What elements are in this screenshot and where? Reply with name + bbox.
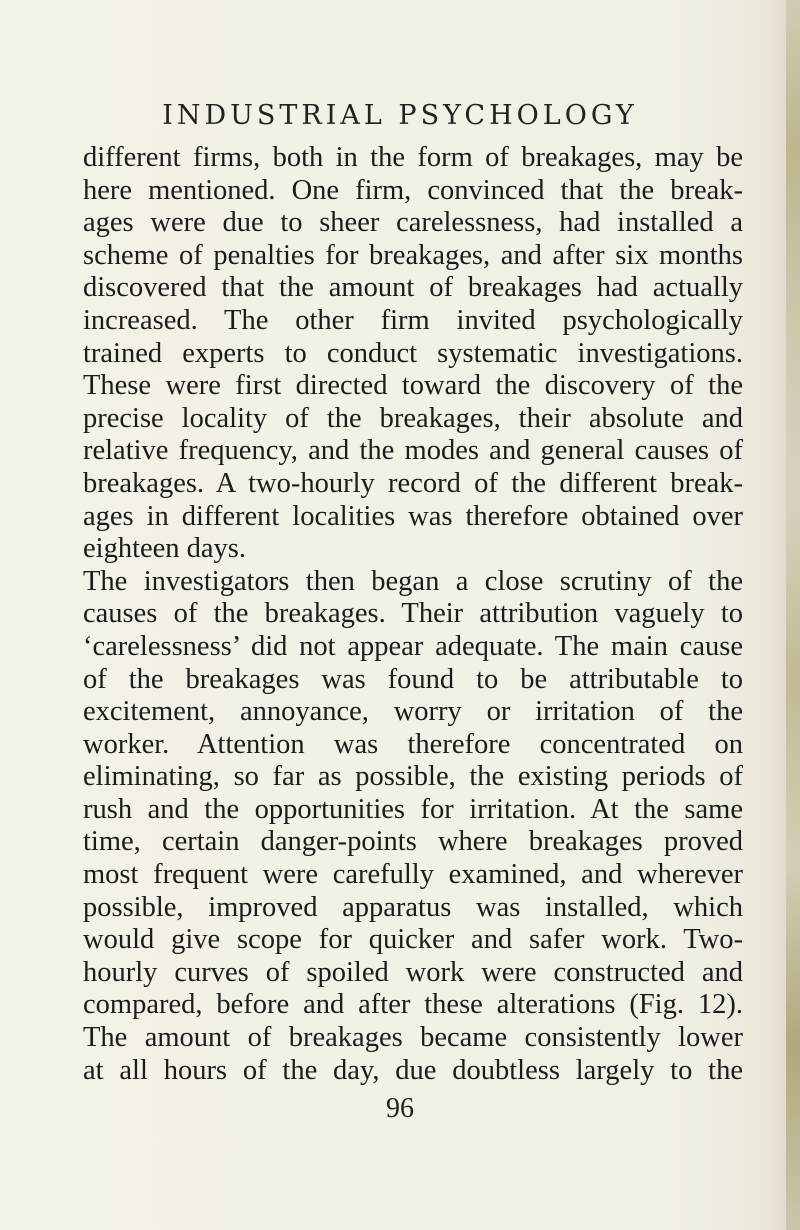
text-line: different firms, both in the form of breakages, may be (83, 142, 743, 173)
text-line: compared, before and after these alterations (Fig. 12). (83, 989, 743, 1021)
text-line: possible, improved apparatus was installed, which (83, 891, 743, 923)
text-line: time, certain danger-points where breakages proved (83, 826, 743, 858)
page-number: 96 (386, 1093, 414, 1124)
text-line: eliminating, so far as possible, the existing periods of (83, 761, 743, 793)
text-line: causes of the breakages. Their attribution vaguely to (83, 598, 743, 630)
text-line: discovered that the amount of breakages had actually (83, 272, 743, 304)
text-line: ages in different localities was therefore obtained over (83, 500, 743, 532)
text-line: breakages. A two-hourly record of the different break- (83, 467, 743, 499)
text-line: excitement, annoyance, worry or irritation of the (83, 696, 743, 728)
text-line: would give scope for quicker and safer work. Two- (83, 924, 743, 956)
text-line: rush and the opportunities for irritation. At the same (83, 793, 743, 825)
text-line: eighteen days. (83, 533, 247, 565)
text-line: at all hours of the day, due doubtless largely to the (83, 1054, 743, 1086)
text-line: These were first directed toward the discovery of the (83, 370, 743, 402)
text-line: relative frequency, and the modes and general causes of (83, 435, 743, 467)
text-line: hourly curves of spoiled work were constructed and (83, 956, 743, 988)
text-line: precise locality of the breakages, their absolute and (83, 402, 743, 434)
text-line: ‘carelessness’ did not appear adequate. The main cause (83, 630, 743, 662)
text-line: trained experts to conduct systematic investigations. (83, 337, 743, 369)
text-line: worker. Attention was therefore concentrated on (83, 728, 743, 760)
body-text (83, 142, 743, 1087)
text-line: scheme of penalties for breakages, and after six months (83, 239, 743, 271)
page-edge (786, 0, 800, 1230)
text-line: ages were due to sheer carelessness, had installed a (83, 207, 743, 239)
text-line: The investigators then began a close scrutiny of the (83, 565, 743, 597)
text-line: increased. The other firm invited psychologically (83, 304, 743, 336)
text-line: of the breakages was found to be attributable to (83, 663, 743, 695)
text-line: The amount of breakages became consistently lower (83, 1022, 743, 1054)
running-head: INDUSTRIAL PSYCHOLOGY (162, 100, 638, 131)
text-line: most frequent were carefully examined, and wherever (83, 859, 743, 891)
text-line: here mentioned. One firm, convinced that the break- (83, 174, 743, 206)
